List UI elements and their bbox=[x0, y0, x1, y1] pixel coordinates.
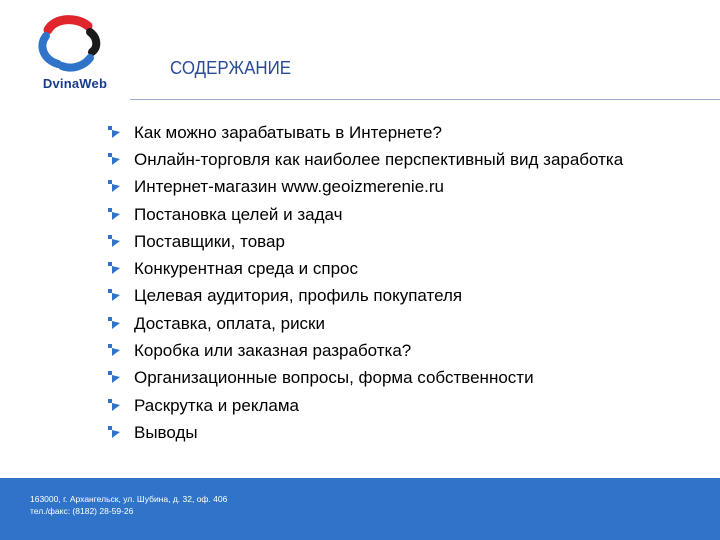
bullet-arrow-icon bbox=[108, 153, 120, 165]
list-item bbox=[108, 419, 698, 446]
list-item-label: Выводы bbox=[134, 422, 198, 442]
list-item-label: Организационные вопросы, форма собственности bbox=[134, 368, 534, 388]
contents-list bbox=[108, 119, 698, 446]
list-item bbox=[108, 146, 698, 173]
footer-bar bbox=[0, 478, 720, 540]
list-item bbox=[108, 228, 698, 255]
list-item-label: Онлайн-торговля как наиболее перспективный вид заработка bbox=[134, 150, 624, 170]
list-item-label: Постановка целей и задач bbox=[134, 204, 343, 224]
list-item bbox=[108, 119, 698, 146]
list-item-label: Коробка или заказная разработка? bbox=[134, 341, 412, 361]
bullet-arrow-icon bbox=[108, 208, 120, 220]
bullet-arrow-icon bbox=[108, 262, 120, 274]
list-item-label: Как можно зарабатывать в Интернете? bbox=[134, 123, 442, 142]
list-item-label: Раскрутка и реклама bbox=[134, 395, 299, 415]
bullet-arrow-icon bbox=[108, 371, 120, 383]
bullet-arrow-icon bbox=[108, 235, 120, 247]
bullet-arrow-icon bbox=[108, 399, 120, 411]
list-item bbox=[108, 392, 698, 419]
dvinaweb-logo bbox=[30, 14, 120, 98]
bullet-arrow-icon bbox=[108, 317, 120, 329]
bullet-arrow-icon bbox=[108, 289, 120, 301]
logo-text: DvinaWeb bbox=[42, 76, 108, 91]
footer-address: 163000, г. Архангельск, ул. Шубина, д. 32, оф. 406 bbox=[30, 494, 228, 504]
bullet-arrow-icon bbox=[108, 426, 120, 438]
bullet-arrow-icon bbox=[108, 126, 120, 138]
logo-mark-icon bbox=[30, 14, 120, 76]
list-item-label: Интернет-магазин www.geoizmerenie.ru bbox=[134, 177, 444, 197]
list-item-label: Поставщики, товар bbox=[134, 231, 285, 251]
header-divider bbox=[130, 99, 720, 100]
page-title: СОДЕРЖАНИЕ bbox=[170, 58, 292, 78]
list-item-label: Целевая аудитория, профиль покупателя bbox=[134, 286, 463, 306]
list-item-label: Доставка, оплата, риски bbox=[134, 313, 325, 333]
list-item bbox=[108, 337, 698, 364]
list-item-label: Конкурентная среда и спрос bbox=[134, 259, 359, 279]
footer-phone: тел./факс: (8182) 28-59-26 bbox=[30, 506, 134, 516]
slide-header bbox=[0, 0, 720, 102]
list-item bbox=[108, 310, 698, 337]
list-item bbox=[108, 255, 698, 282]
bullet-arrow-icon bbox=[108, 344, 120, 356]
list-item bbox=[108, 201, 698, 228]
list-item bbox=[108, 282, 698, 309]
list-item bbox=[108, 364, 698, 391]
bullet-arrow-icon bbox=[108, 180, 120, 192]
list-item bbox=[108, 173, 698, 200]
